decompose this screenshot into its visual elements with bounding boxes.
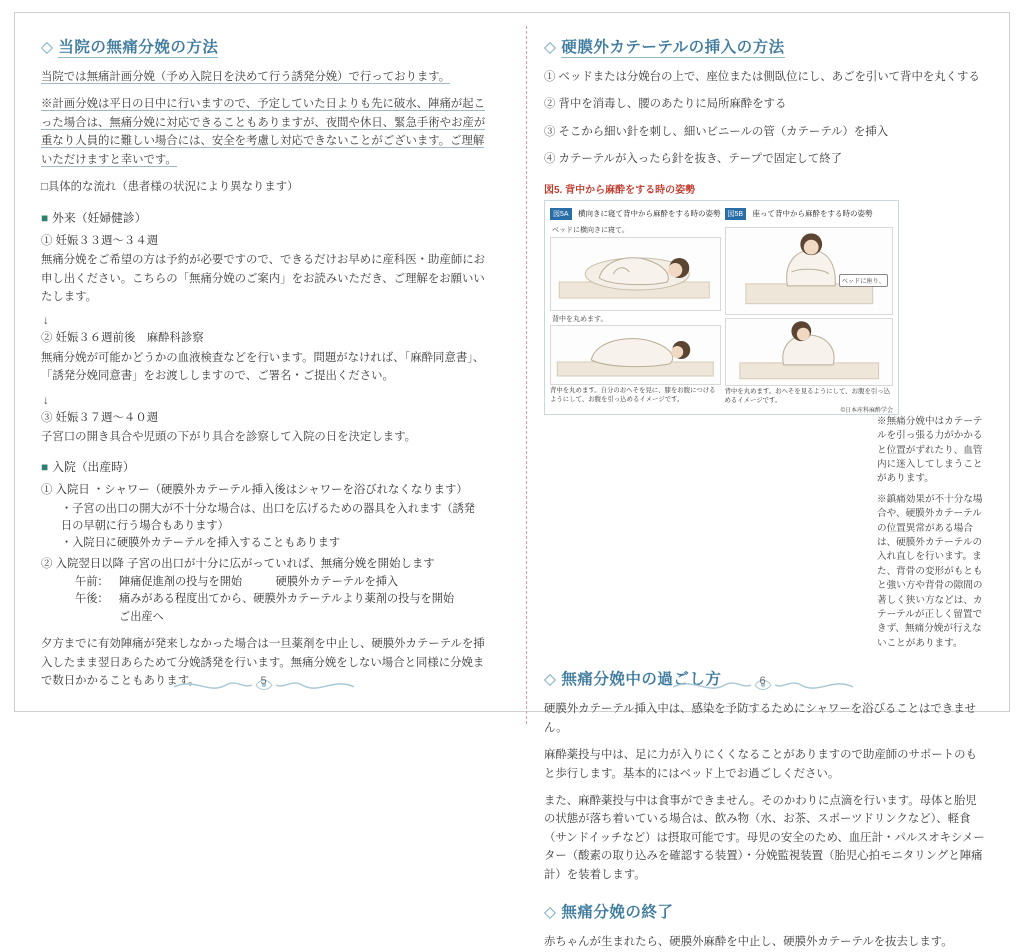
curled-posture-icon — [551, 326, 720, 384]
panel-b-tag: 図5B — [725, 208, 747, 220]
left-page-number: 5 — [260, 675, 267, 687]
left-page — [15, 13, 512, 713]
section-2-paragraph-1: 硬膜外カテーテル挿入中は、感染を予防するためにシャワーを浴びることはできません。 — [544, 703, 977, 734]
admission-item-1-sub-1: ・子宮の出口の開大が不十分な場合は、出口を広げるための器具を入れます（誘発日の早朝に行う場合もあります） — [61, 502, 475, 532]
brochure-sheet — [14, 12, 1010, 949]
section-2-title: ◇ 無痛分娩中の過ごし方 — [544, 671, 722, 689]
catheter-step-4: ④ カテーテルが入ったら針を抜き、テープで固定して終了 — [544, 153, 843, 166]
figure-side-notes — [877, 415, 985, 657]
panel-a-note: 背中を丸めます。自分のおへそを見に、膝をお腹につけるようにして、お腹を引っ込めるイメージです。 — [550, 386, 716, 403]
admission-item-1-label: ① 入院日 ・シャワー（硬膜外カテーテル挿入後はシャワーを浴びれなくなります） — [41, 484, 468, 497]
square-icon: ■ — [41, 210, 49, 225]
sitting-posture-icon — [726, 228, 892, 314]
outpatient-item-3-text: 子宮口の開き具合や児頭の下がり具合を診察して入院の日を決定します。 — [41, 430, 416, 443]
panel-a-note-label: 背中を丸めます。 — [552, 315, 608, 323]
right-page — [514, 13, 1011, 949]
catheter-step-3: ③ そこから細い針を刺し、細いビニールの管（カテーテル）を挿入 — [544, 125, 889, 138]
outpatient-item-2-text: 無痛分娩が可能かどうかの血液検査などを行います。問題がなければ、「麻酔同意書」、「誘発分娩同意書」をお渡ししますので、ご署名・ご提出ください。 — [41, 351, 485, 383]
right-page-number: 6 — [759, 675, 766, 687]
outpatient-item-1-text: 無痛分娩をご希望の方は予約が必要ですので、できるだけお早めに産科医・助産師にお申し出ください。こちらの「無痛分娩のご案内」をお読みいただき、ご理解をお願いいたします。 — [41, 254, 486, 303]
arrow-1: ↓ — [43, 315, 49, 328]
admission-heading: ■ 入院（出産時） — [41, 460, 135, 475]
panel-a-title: 横向きに寝て背中から麻酔をする時の姿勢 — [578, 209, 721, 219]
lying-posture-icon — [551, 238, 720, 310]
panel-a-illustration-top — [550, 237, 721, 311]
arrow-2: ↓ — [43, 394, 49, 407]
diamond-icon: ◇ — [41, 39, 54, 56]
sitting-curled-icon — [726, 319, 892, 385]
panel-a-tag: 図5A — [550, 208, 572, 220]
outpatient-item-3-label: ③ 妊娠３７週～４０週 — [41, 411, 159, 424]
section-3-title: ◇ 無痛分娩の終了 — [544, 904, 674, 922]
panel-b-illustration-bottom — [725, 318, 893, 386]
left-closing-text: 夕方までに有効陣痛が発来しなかった場合は一旦薬剤を中止し、硬膜外カテーテルを挿入したまま翌日あらためて分娩誘発を行います。無痛分娩をしない場合と同様に分娩まで数日かかることもあります。 — [41, 638, 485, 687]
panel-a-illustration-bottom — [550, 325, 721, 385]
outpatient-item-1-label: ① 妊娠３３週～３４週 — [41, 234, 159, 247]
panel-b-title: 座って背中から麻酔をする時の姿勢 — [752, 209, 873, 219]
left-intro-line-1: 当院では無痛計画分娩（予め入院日を決めて行う誘発分娩）で行っております。 — [41, 71, 451, 83]
left-intro-line-2: ※計画分娩は平日の日中に行いますので、予定していた日よりも先に破水、陣痛が起こった場合は、無痛分娩に対応できることもありますが、夜間や休日、緊急手術やお産が重なり人員的に難しい場合には、安全を考慮し対応できないことがございます。ご理解いただけますと幸いです。 — [41, 98, 486, 166]
diamond-icon-4: ◇ — [544, 904, 557, 922]
section-2-paragraph-2: 麻酔薬投与中は、足に力が入りにくくなることがありますので助産師のサポートのもと歩行します。基本的にはベッド上でお過ごしください。 — [544, 749, 977, 780]
figure-area — [544, 200, 985, 657]
posture-figure — [544, 200, 899, 415]
side-note-1: ※無痛分娩中はカテーテルを引っ張る力がかかると位置がずれたり、血管内に迷入してしまうことがあります。 — [877, 415, 983, 485]
admission-item-2-label: ② 入院翌日以降 子宮の出口が十分に広がっていれば、無痛分娩を開始します — [41, 557, 435, 570]
diamond-icon-2: ◇ — [544, 39, 557, 56]
section-3-paragraph-1: 赤ちゃんが生まれたら、硬膜外麻酔を中止し、硬膜外カテーテルを抜去します。 — [544, 936, 953, 949]
section-2-paragraph-3: また、麻酔薬投与中は食事ができません。そのかわりに点滴を行います。母体と胎児の状態が落ち着いている場合は、飲み物（水、お茶、スポーツドリンクなど）、軽食（サンドイッチなど）は摂取可能です。母児の安全のため、血圧計・パルスオキシメーター（酸素の取り込みを確認する装置）・分娩監視装置（胎児心拍モニタリングと陣痛計）を装着します。 — [544, 795, 985, 881]
side-note-2: ※鎮痛効果が不十分な場合や、硬膜外カテーテルの位置異常がある場合は、硬膜外カテーテルの入れ直しを行います。また、背骨の変形がもともと強い方や背骨の隙間の著しく狭い方などは、カテーテルが正しく留置できず、無痛分娩が行えないことがあります。 — [877, 493, 983, 649]
flow-heading: □具体的な流れ（患者様の状況により異なります） — [41, 181, 299, 194]
admission-schedule-am: 午前： 陣痛促進剤の投与を開始 硬膜外カテーテルを挿入 — [75, 575, 399, 588]
left-page-title: ◇ 当院の無痛分娩の方法 — [41, 39, 219, 56]
outpatient-heading: ■ 外来（妊婦健診） — [41, 210, 147, 225]
admission-item-1-sub-2: ・入院日に硬膜外カテーテルを挿入することもあります — [61, 537, 341, 550]
panel-b-illustration-top — [725, 227, 893, 315]
admission-schedule-birth: ご出産へ — [119, 610, 164, 623]
right-page-title: ◇ 硬膜外カテーテルの挿入の方法 — [544, 39, 785, 56]
catheter-step-2: ② 背中を消毒し、腰のあたりに局所麻酔をする — [544, 98, 787, 111]
figure-caption: 図5. 背中から麻酔をする時の姿勢 — [544, 184, 696, 196]
panel-b-bubble: ベッドに座り、 — [839, 274, 888, 287]
square-icon-2: ■ — [41, 460, 49, 475]
panel-b-note: 背中を丸めます。おへそを見るようにして、お腹を引っ込めるイメージです。 — [724, 387, 891, 404]
panel-a-sub: ベッドに横向きに寝て。 — [552, 226, 629, 234]
outpatient-item-2-label: ② 妊娠３６週前後 麻酔科診察 — [41, 332, 204, 345]
figure-credit: ©日本産科麻酔学会 — [840, 408, 893, 415]
admission-schedule-pm: 午後： 痛みがある程度出てから、硬膜外カテーテルより薬剤の投与を開始 — [75, 593, 455, 606]
diamond-icon-3: ◇ — [544, 671, 557, 689]
figure-panel-a — [550, 205, 721, 410]
catheter-step-1: ① ベッドまたは分娩台の上で、座位または側臥位にし、あごを引いて背中を丸くする — [544, 71, 980, 83]
figure-panel-b — [724, 205, 893, 415]
